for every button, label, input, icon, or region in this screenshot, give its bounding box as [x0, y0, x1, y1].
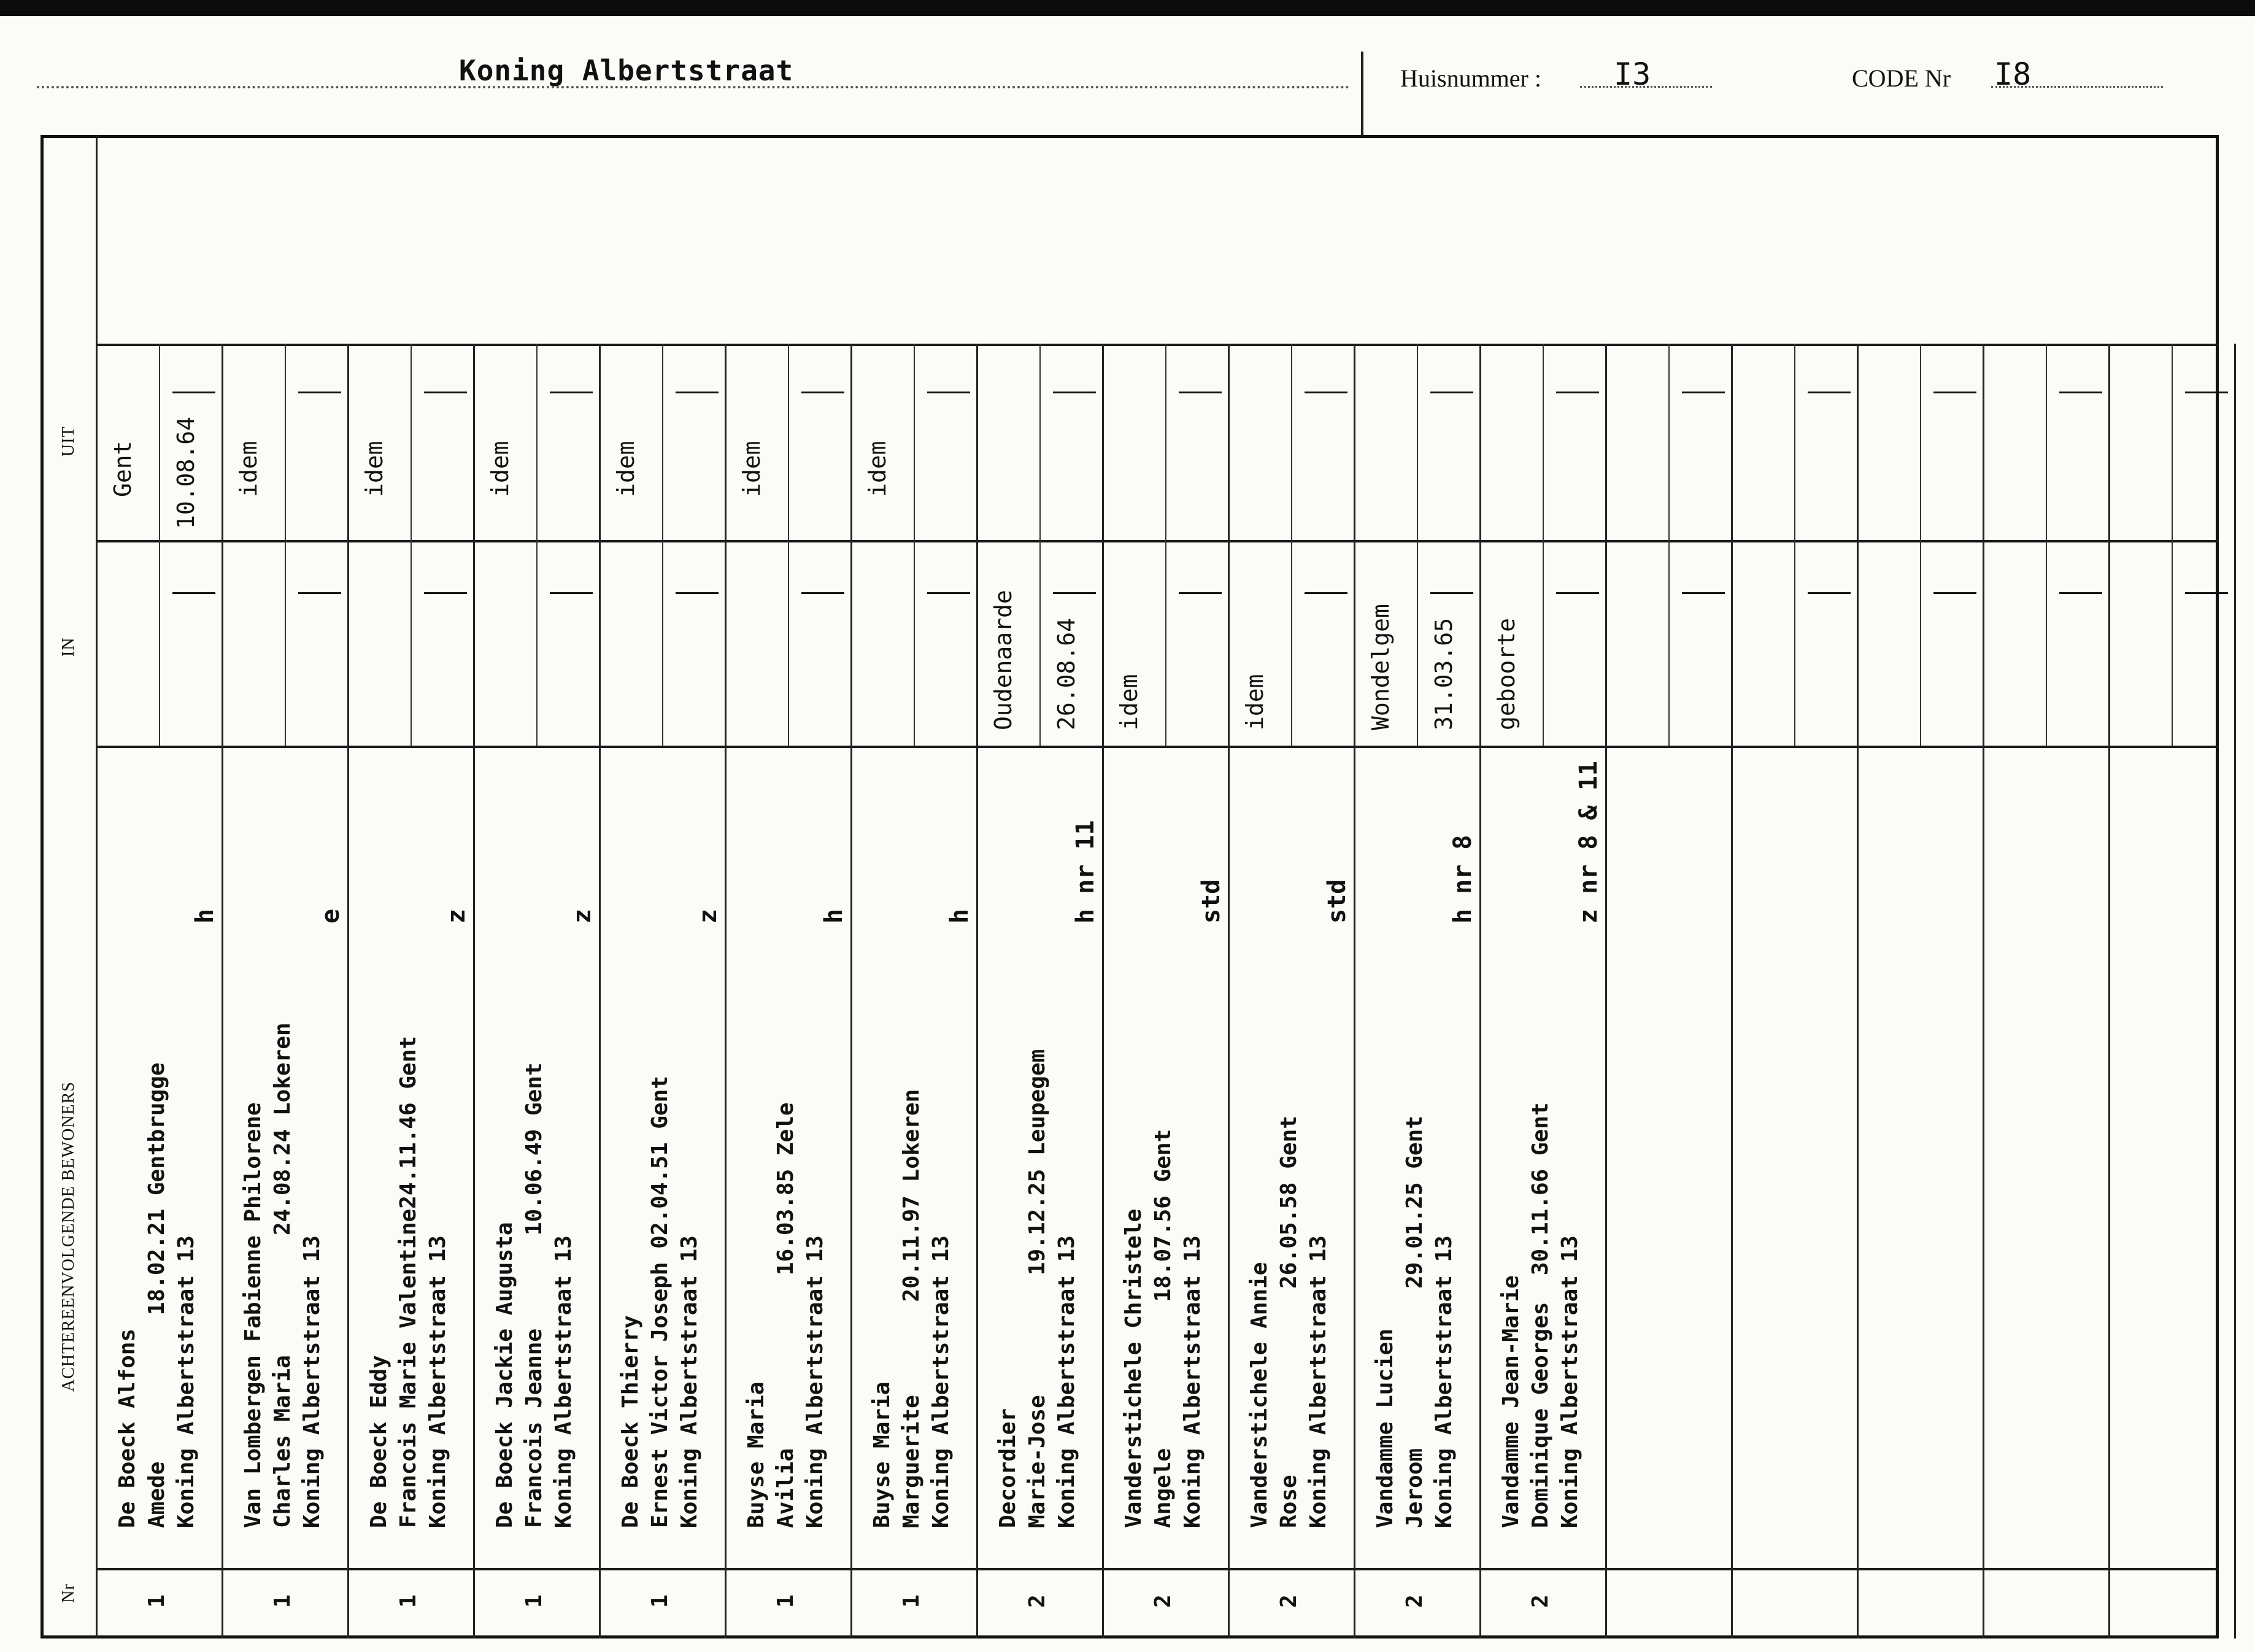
- resident-line: Koning Albertstraat 13: [803, 1235, 828, 1528]
- dash-in-3: [424, 592, 467, 594]
- resident-line: Koning Albertstraat 13: [677, 1235, 702, 1528]
- resident-line: De Boeck Eddy: [366, 1355, 391, 1528]
- resident-entry: [1249, 1116, 1337, 1528]
- row-number: 1: [396, 1594, 421, 1608]
- household-mark: e: [317, 908, 345, 924]
- uit-place: idem: [738, 441, 765, 497]
- house-number-label: Huisnummer :: [1400, 64, 1541, 92]
- column-rule-9: [1228, 344, 1230, 1638]
- row-number: 1: [270, 1594, 295, 1608]
- dash-uit-13: [1682, 392, 1725, 393]
- in-place: Oudenaarde: [990, 590, 1017, 730]
- resident-line: De Boeck Thierry: [618, 1315, 643, 1528]
- dash-in-13: [1682, 592, 1725, 594]
- dash-uit-1: [172, 392, 215, 393]
- sub-rule-in-17: [2172, 540, 2173, 746]
- sub-rule-uit-10: [1291, 344, 1292, 540]
- resident-line: Decordier: [995, 1408, 1020, 1528]
- column-rule-5: [725, 344, 727, 1638]
- dash-in-2: [298, 592, 341, 594]
- column-rule-14: [1857, 344, 1859, 1638]
- dash-uit-11: [1430, 392, 1473, 393]
- sub-rule-in-11: [1417, 540, 1418, 746]
- sub-rule-in-13: [1668, 540, 1670, 746]
- section-rule-2: [96, 746, 2219, 748]
- dash-uit-15: [1933, 392, 1976, 393]
- code-number-label: CODE Nr: [1852, 64, 1951, 92]
- resident-line: Francois Jeanne 10.06.49 Gent: [522, 1062, 547, 1528]
- dash-in-5: [676, 592, 719, 594]
- household-mark: h nr 11: [1071, 820, 1100, 924]
- resident-line: Vandamme Jean-Marie: [1498, 1275, 1524, 1528]
- dash-uit-16: [2059, 392, 2102, 393]
- header-divider: [1361, 52, 1363, 135]
- column-header-in: IN: [59, 637, 78, 657]
- row-number: 2: [1402, 1594, 1427, 1608]
- section-rule-1: [96, 540, 2219, 542]
- sub-rule-uit-5: [662, 344, 663, 540]
- row-number: 1: [773, 1594, 798, 1608]
- column-header-nr: Nr: [59, 1583, 78, 1603]
- sub-rule-uit-9: [1165, 344, 1166, 540]
- resident-line: Marguerite 20.11.97 Lokeren: [899, 1089, 924, 1528]
- sub-rule-in-4: [536, 540, 538, 746]
- sub-rule-uit-11: [1417, 344, 1418, 540]
- household-mark: h nr 8: [1449, 835, 1477, 924]
- resident-line: Koning Albertstraat 13: [1180, 1235, 1205, 1528]
- resident-line: Angele 18.07.56 Gent: [1151, 1129, 1176, 1528]
- in-date: 26.08.64: [1053, 617, 1080, 730]
- dash-uit-12: [1556, 392, 1599, 393]
- column-rule-10: [1354, 344, 1355, 1638]
- dash-uit-2: [298, 392, 341, 393]
- sub-rule-in-10: [1291, 540, 1292, 746]
- row-number: 1: [647, 1594, 673, 1608]
- sub-rule-uit-8: [1039, 344, 1041, 540]
- resident-entry: [746, 1102, 834, 1528]
- uit-place: idem: [361, 441, 388, 497]
- resident-entry: [368, 1036, 457, 1528]
- house-number-value: I3: [1614, 56, 1651, 92]
- resident-entry: [620, 1076, 708, 1528]
- section-rule-0: [96, 344, 2219, 346]
- in-place: geboorte: [1493, 617, 1520, 730]
- dash-in-11: [1430, 592, 1473, 594]
- column-rule-12: [1605, 344, 1607, 1638]
- resident-entry: [494, 1062, 582, 1528]
- column-rule-11: [1479, 344, 1481, 1638]
- dash-in-7: [927, 592, 970, 594]
- household-mark: std: [1197, 879, 1225, 924]
- household-mark: z: [694, 908, 722, 924]
- dash-in-14: [1808, 592, 1851, 594]
- dash-uit-5: [676, 392, 719, 393]
- sub-rule-in-6: [788, 540, 789, 746]
- column-rule-7: [976, 344, 978, 1638]
- uit-place: idem: [235, 441, 262, 497]
- column-header-uit: UIT: [59, 426, 78, 457]
- in-date: 31.03.65: [1430, 617, 1457, 730]
- dash-uit-8: [1053, 392, 1096, 393]
- resident-line: Francois Marie Valentine24.11.46 Gent: [396, 1036, 421, 1528]
- column-rule-8: [1102, 344, 1104, 1638]
- sub-rule-in-9: [1165, 540, 1166, 746]
- dash-in-9: [1179, 592, 1222, 594]
- resident-line: Koning Albertstraat 13: [299, 1235, 325, 1528]
- section-rule-3: [96, 1568, 2219, 1570]
- column-header-residents: ACHTEREENVOLGENDE BEWONERS: [59, 1081, 78, 1392]
- resident-line: Koning Albertstraat 13: [1557, 1235, 1582, 1528]
- household-mark: z: [442, 908, 471, 924]
- resident-line: Charles Maria 24.08.24 Lokeren: [270, 1022, 295, 1528]
- sub-rule-uit-2: [285, 344, 286, 540]
- resident-entry: [1123, 1129, 1211, 1528]
- dash-in-4: [550, 592, 593, 594]
- sub-rule-in-8: [1039, 540, 1041, 746]
- row-number: 1: [522, 1594, 547, 1608]
- uit-place: idem: [612, 441, 639, 497]
- column-rule-16: [2108, 344, 2110, 1638]
- resident-line: Rose 26.05.58 Gent: [1276, 1116, 1301, 1528]
- sub-rule-in-15: [1920, 540, 1921, 746]
- in-place: idem: [1241, 674, 1268, 730]
- in-place: Wondelgem: [1367, 604, 1394, 730]
- household-mark: std: [1323, 879, 1351, 924]
- resident-entry: [117, 1062, 205, 1528]
- resident-line: Koning Albertstraat 13: [1432, 1235, 1457, 1528]
- column-rule-3: [473, 344, 475, 1638]
- dash-in-16: [2059, 592, 2102, 594]
- resident-line: Koning Albertstraat 13: [928, 1235, 954, 1528]
- row-number: 1: [144, 1594, 169, 1608]
- resident-line: Jeroom 29.01.25 Gent: [1402, 1116, 1427, 1528]
- sub-rule-in-5: [662, 540, 663, 746]
- resident-line: Koning Albertstraat 13: [425, 1235, 450, 1528]
- household-mark: z: [568, 908, 596, 924]
- column-rule-17: [2234, 344, 2236, 1638]
- resident-line: Koning Albertstraat 13: [551, 1235, 576, 1528]
- column-rule-13: [1731, 344, 1733, 1638]
- sub-rule-in-12: [1543, 540, 1544, 746]
- row-number: 2: [1276, 1594, 1301, 1608]
- resident-line: Amede 18.02.21 Gentbrugge: [144, 1062, 169, 1528]
- resident-line: Vandamme Lucien: [1373, 1328, 1398, 1528]
- sub-rule-in-2: [285, 540, 286, 746]
- row-number: 2: [1528, 1594, 1553, 1608]
- uit-place: idem: [864, 441, 891, 497]
- sub-rule-uit-12: [1543, 344, 1544, 540]
- column-rule-15: [1983, 344, 1984, 1638]
- dash-in-8: [1053, 592, 1096, 594]
- dash-in-12: [1556, 592, 1599, 594]
- resident-line: Koning Albertstraat 13: [1306, 1235, 1331, 1528]
- sub-rule-uit-15: [1920, 344, 1921, 540]
- sub-rule-uit-7: [914, 344, 915, 540]
- column-rule-2: [347, 344, 349, 1638]
- sub-rule-uit-4: [536, 344, 538, 540]
- sub-rule-in-7: [914, 540, 915, 746]
- column-rule-4: [599, 344, 601, 1638]
- resident-line: Dominique Georges 30.11.66 Gent: [1528, 1102, 1553, 1528]
- uit-place: Gent: [109, 441, 136, 497]
- dash-in-6: [801, 592, 844, 594]
- resident-entry: [871, 1089, 960, 1528]
- street-dotted-line: [37, 86, 1350, 88]
- sub-rule-in-3: [411, 540, 412, 746]
- resident-line: Marie-Jose 19.12.25 Leupegem: [1025, 1049, 1050, 1528]
- household-mark: z nr 8 & 11: [1575, 761, 1603, 924]
- resident-line: Koning Albertstraat 13: [174, 1235, 199, 1528]
- sub-rule-in-14: [1794, 540, 1795, 746]
- row-number: 1: [899, 1594, 924, 1608]
- dash-uit-4: [550, 392, 593, 393]
- resident-line: De Boeck Jackie Augusta: [492, 1222, 517, 1528]
- in-place: idem: [1116, 674, 1143, 730]
- dash-in-15: [1933, 592, 1976, 594]
- household-mark: h: [820, 908, 848, 924]
- household-mark: h: [946, 908, 974, 924]
- sub-rule-uit-16: [2046, 344, 2047, 540]
- resident-line: Ernest Victor Joseph 02.04.51 Gent: [647, 1076, 673, 1528]
- code-number-value: I8: [1994, 56, 2032, 92]
- column-rule-6: [850, 344, 852, 1638]
- resident-entry: [242, 1022, 331, 1528]
- street-name: Koning Albertstraat: [459, 54, 794, 87]
- dash-in-17: [2185, 592, 2228, 594]
- dash-in-10: [1305, 592, 1347, 594]
- dash-uit-6: [801, 392, 844, 393]
- dash-uit-17: [2185, 392, 2228, 393]
- first-column-rule: [96, 135, 98, 1638]
- household-mark: h: [191, 908, 219, 924]
- row-number: 2: [1151, 1594, 1176, 1608]
- row-number: 2: [1025, 1594, 1050, 1608]
- sub-rule-in-16: [2046, 540, 2047, 746]
- resident-line: De Boeck Alfons: [115, 1328, 140, 1528]
- dash-uit-3: [424, 392, 467, 393]
- uit-place: idem: [487, 441, 514, 497]
- resident-line: Vanderstichele Annie: [1247, 1262, 1272, 1528]
- resident-entry: [997, 1049, 1085, 1528]
- dash-uit-7: [927, 392, 970, 393]
- resident-line: Buyse Maria: [744, 1381, 769, 1528]
- resident-line: Vanderstichele Christele: [1121, 1208, 1146, 1528]
- sub-rule-uit-17: [2172, 344, 2173, 540]
- resident-line: Van Lombergen Fabienne Philorene: [241, 1102, 266, 1528]
- column-rule-1: [222, 344, 223, 1638]
- dash-uit-9: [1179, 392, 1222, 393]
- sub-rule-in-1: [159, 540, 160, 746]
- uit-date: 10.08.64: [172, 416, 199, 529]
- top-border: [0, 0, 2255, 16]
- resident-entry: [1374, 1116, 1463, 1528]
- resident-entry: [1500, 1102, 1589, 1528]
- resident-line: Koning Albertstraat 13: [1054, 1235, 1079, 1528]
- resident-line: Avilia 16.03.85 Zele: [773, 1102, 798, 1528]
- sub-rule-uit-6: [788, 344, 789, 540]
- dash-uit-10: [1305, 392, 1347, 393]
- sub-rule-uit-1: [159, 344, 160, 540]
- sub-rule-uit-3: [411, 344, 412, 540]
- resident-line: Buyse Maria: [869, 1381, 895, 1528]
- sub-rule-uit-13: [1668, 344, 1670, 540]
- dash-in-1: [172, 592, 215, 594]
- sub-rule-uit-14: [1794, 344, 1795, 540]
- dash-uit-14: [1808, 392, 1851, 393]
